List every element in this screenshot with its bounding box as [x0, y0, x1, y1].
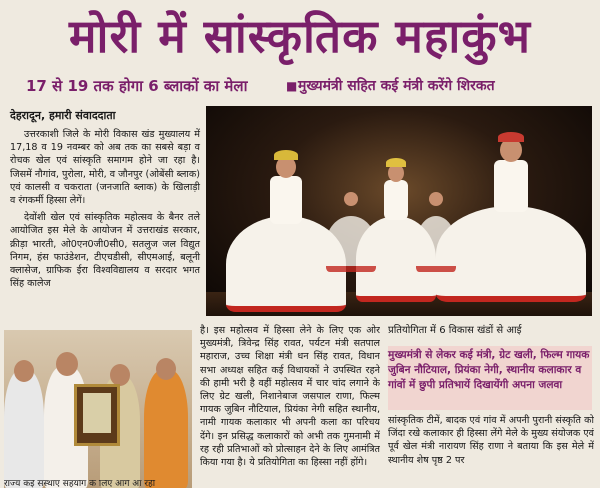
paragraph: उत्तरकाशी जिले के मोरी विकास खंड मुख्यालय में 17,18 व 19 नवम्बर को अब तक का सबसे बड़ा व रोचक खेल एवं सांस्कृति समागम होने जा रहा है। जिसमें नौगांव, पुरोला, मोरी, व जौनपुर (ओबेंसी ब्लाक) एवं कालसी व चकराता (जनजाति ब्लाक) के खिलाड़ी व रंगकर्मी हिस्सा लेगें।	[10, 129, 200, 207]
highlight-box: मुख्यमंत्री से लेकर कई मंत्री, ग्रेट खली, फिल्म गायक जुबिन नौटियाल, प्रियंका नेगी, स्थानीय कलाकार व गांवों में छुपी प्रतिभायें दिखायेंगी अपना जलवा	[388, 346, 592, 410]
photo-caption: राज्य कई संस्थाएं सहयोग के लिए आगे आ रही	[4, 480, 156, 488]
headline: मोरी में सांस्कृतिक महाकुंभ	[69, 9, 531, 63]
person-figure	[144, 370, 188, 488]
dance-performance-photo	[206, 106, 592, 316]
article-column-4-top: प्रतियोगिता में 6 विकास खंडों से आई	[388, 325, 522, 336]
dancer-figure	[436, 126, 586, 306]
article-column-1	[10, 128, 200, 294]
portrait-frame	[74, 384, 120, 446]
article-column-4: सांस्कृतिक टीमें, बादक एवं गांव में अपनी पुरानी संस्कृति को जिंदा रखे कलाकार ही हिस्सा लेंगे मेले के मुख्य संयोजक एवं पूर्व खेल मंत्री नारायण सिंह राणा ने बताया कि इस मेले में स्थानीय शेष पृष्ठ 2 पर	[388, 415, 594, 466]
dancer-figure	[326, 176, 376, 276]
bullet-icon: ■	[286, 79, 298, 93]
paragraph: देवोंशी खेल एवं सांस्कृतिक महोत्सव के बैनर तले आयोजित इस मेले के आयोजन में उत्तराखंड सरकार, क्रीड़ा भारती, ओ0एन0जी0सी0, सतलुज जल विद्युत निगम, हंस फाउंडेशन, टीएचडीसी, सीएमआई, बलूनी क्लासेज, ग्राफिक ईरा विश्वविद्यालय व सरदार भगत सिंह कालेज	[10, 212, 200, 290]
subheadline	[0, 72, 600, 100]
subhead-right: मुख्यमंत्री सहित कई मंत्री करेंगे शिरकत	[298, 78, 495, 94]
felicitation-photo	[4, 330, 192, 488]
dancer-figure	[416, 176, 456, 276]
dateline: देहरादून, हमारी संवाददाता	[10, 109, 116, 122]
subhead-left: 17 से 19 तक होगा 6 ब्लाकों का मेला	[26, 77, 248, 95]
article-column-3: है। इस महोत्सव में हिस्सा लेने के लिए एक ओर मुख्यमंत्री, त्रिवेन्द्र सिंह रावत, पर्यटन मंत्री सतपाल महाराज, उच्च शिक्षा मंत्री धन सिंह रावत, विधान सभा अध्यक्ष सहित कई विधायकों ने उपस्थित रहने की हामी भरी है वहीं महोत्सव में चार चांद लगाने के लिए ग्रेट खली, निशानेबाज जसपाल राणा, फिल्म गायक जुबिन नौटियाल, प्रियंका नेगी सहित स्थानीय, नामी गायक कलाकार भी अपनी कला का परिचय देंगे। इन प्रसिद्ध कलाकारों को अभी तक गुमनामी में रह रही प्रतिभाओं को प्रोत्साहन देने के लिए आमंत्रित किया गया है। ये प्रतियोगिता का हिस्सा नहीं होंगे।	[200, 325, 380, 469]
person-figure	[4, 370, 44, 488]
